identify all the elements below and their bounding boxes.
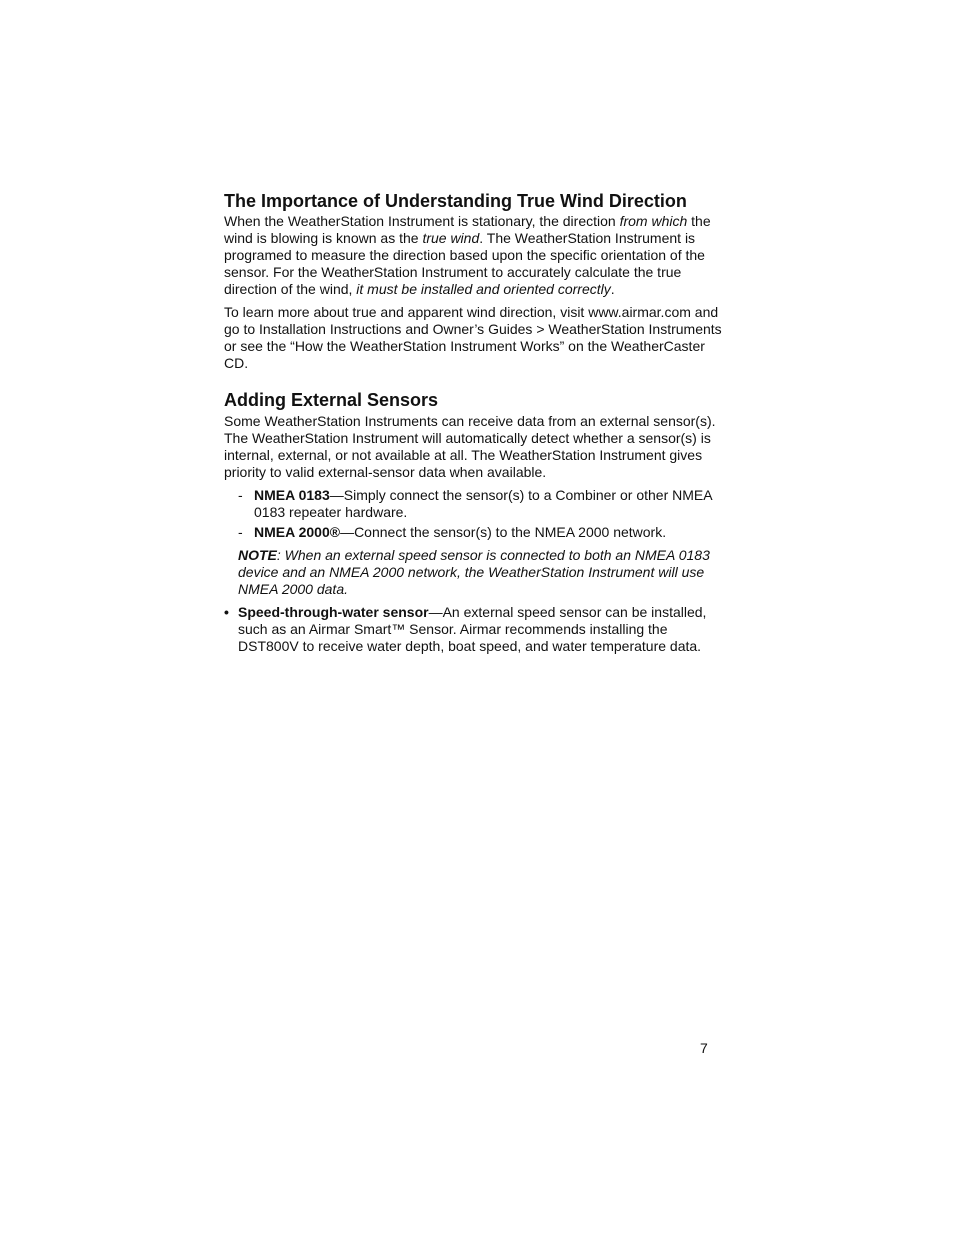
emphasis-from-which: from which <box>619 213 688 229</box>
section-title-external-sensors: Adding External Sensors <box>224 390 439 410</box>
dash-marker: - <box>238 487 243 503</box>
section-title-true-wind: The Importance of Understanding True Wind Direction <box>224 191 687 211</box>
note-text: : When an external speed sensor is connected to both an NMEA 0183 device and an NMEA 2000 network, the WeatherStation Instrument will use NMEA 2000 data. <box>238 547 710 597</box>
page-content <box>224 191 730 655</box>
list-item-text: —Simply connect the sensor(s) to a Combiner or other NMEA 0183 repeater hardware. <box>254 487 712 520</box>
list-item-text: —An external speed sensor can be installed, such as an Airmar Smart™ Sensor. Airmar recommends installing the DST800V to receive water depth, boat speed, and water temperature data. <box>238 604 707 654</box>
text-run: the wind is blowing is known as the <box>224 213 711 246</box>
list-item-term: Speed-through-water sensor <box>238 604 429 620</box>
emphasis-installed-correctly: it must be installed and oriented correctly <box>356 281 611 297</box>
paragraph-external-sensors: Some WeatherStation Instruments can receive data from an external sensor(s). The WeatherStation Instrument will automatically detect whether a sensor(s) is internal, external, or not available at all. The WeatherStation Instrument gives priority to valid external-sensor data when available. <box>224 413 716 480</box>
emphasis-true-wind: true wind <box>422 230 480 246</box>
list-item-speed-sensor <box>224 604 730 655</box>
bullet-marker: • <box>224 604 229 620</box>
note-label: NOTE <box>238 547 277 563</box>
page-number: 7 <box>700 1040 708 1056</box>
note-block <box>224 547 730 598</box>
list-item-term: NMEA 0183 <box>254 487 330 503</box>
list-item-term: NMEA 2000® <box>254 524 341 540</box>
list-item-nmea-0183 <box>224 487 730 521</box>
text-run: . <box>610 281 615 297</box>
paragraph-true-wind <box>224 213 730 298</box>
dash-marker: - <box>238 524 243 540</box>
text-run: . The WeatherStation Instrument is programed to measure the direction based upon the specific orientation of the sensor. For the WeatherStation Instrument to accurately calculate the true direction of the wind, <box>224 230 705 297</box>
paragraph-learn-more: To learn more about true and apparent wind direction, visit www.airmar.com and go to Installation Instructions and Owner’s Guides > WeatherStation Instruments or see the “How the WeatherStation Instrument Works” on the WeatherCaster CD. <box>224 304 722 371</box>
text-run: When the WeatherStation Instrument is stationary, the direction <box>224 213 620 229</box>
list-item-text: —Connect the sensor(s) to the NMEA 2000 network. <box>340 524 667 540</box>
list-item-nmea-2000 <box>224 524 730 541</box>
